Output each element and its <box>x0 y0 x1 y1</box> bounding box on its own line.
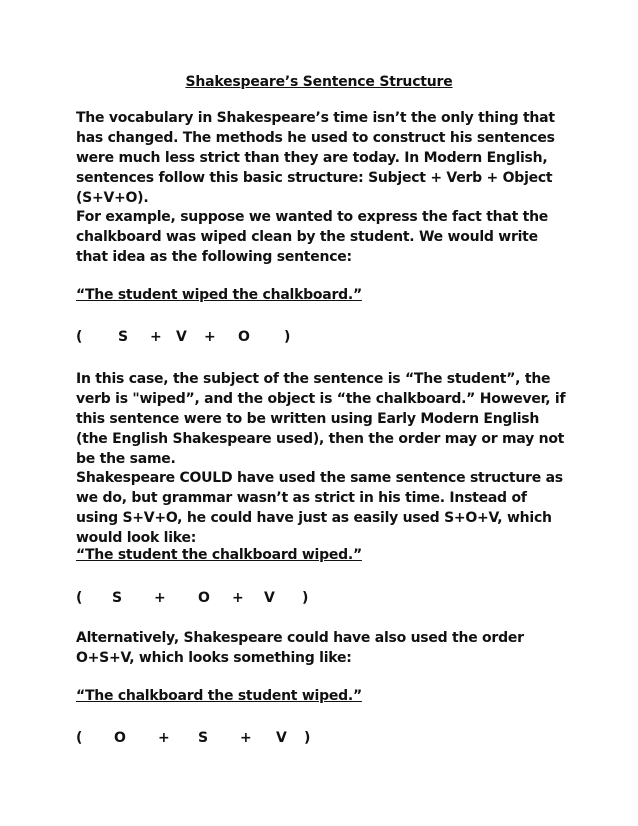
pattern-token: V <box>264 590 275 606</box>
pattern-token: ) <box>302 590 309 606</box>
pattern-token: V <box>276 730 287 746</box>
pattern-token: S <box>198 730 209 746</box>
pattern-token: ( <box>76 590 83 606</box>
pattern-token: ) <box>284 329 291 345</box>
paragraph-example: For example, suppose we wanted to express the fact that the chalkboard was wiped clean by the student. We would write that idea as the following sentence: <box>76 209 549 265</box>
pattern-osv <box>76 730 376 750</box>
pattern-token: ( <box>76 329 83 345</box>
paragraph-intro: The vocabulary in Shakespeare’s time isn’t the only thing that has changed. The methods he used to construct his sentences were much less strict than they are today. In Modern English, sentences follow this basic structure: Subject + Verb + Object (S+V+O). <box>76 110 555 206</box>
example-sentence-sov: “The student the chalkboard wiped.” <box>76 547 362 563</box>
pattern-token: O <box>198 590 210 606</box>
paragraph-osv: Alternatively, Shakespeare could have also used the order O+S+V, which looks something like: <box>76 630 524 666</box>
pattern-token: ) <box>304 730 311 746</box>
paragraph-analysis: In this case, the subject of the sentence is “The student”, the verb is "wiped”, and the object is “the chalkboard.” However, if this sentence were to be written using Early Modern English (the English Shakespeare used), then the order may or may not be the same. <box>76 371 566 467</box>
pattern-token: ( <box>76 730 83 746</box>
pattern-token: + <box>150 329 162 345</box>
paragraph-sov: Shakespeare COULD have used the same sentence structure as we do, but grammar wasn’t as strict in his time. Instead of using S+V+O, he could have just as easily used S+O+V, which would look like: <box>76 470 563 546</box>
page-title: Shakespeare’s Sentence Structure <box>185 74 453 90</box>
pattern-token: + <box>240 730 252 746</box>
example-sentence-svo: “The student wiped the chalkboard.” <box>76 287 362 303</box>
pattern-token: + <box>158 730 170 746</box>
example-sentence-osv: “The chalkboard the student wiped.” <box>76 688 362 704</box>
pattern-token: S <box>118 329 129 345</box>
pattern-token: + <box>204 329 216 345</box>
pattern-token: V <box>176 329 187 345</box>
pattern-token: + <box>232 590 244 606</box>
pattern-sov <box>76 590 376 610</box>
pattern-token: S <box>112 590 123 606</box>
pattern-svo <box>76 329 376 349</box>
pattern-token: O <box>114 730 126 746</box>
pattern-token: + <box>154 590 166 606</box>
pattern-token: O <box>238 329 250 345</box>
